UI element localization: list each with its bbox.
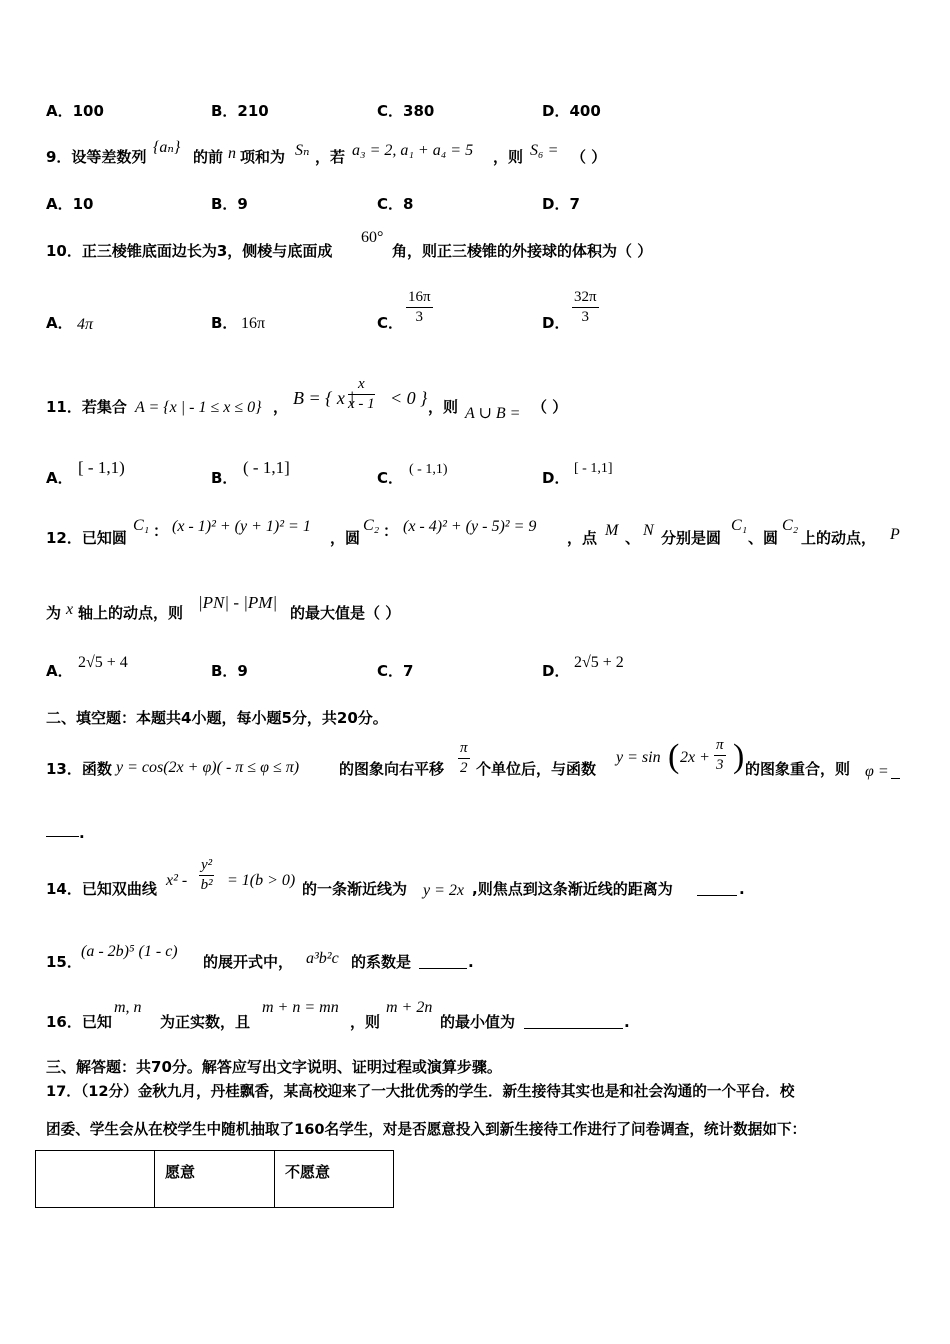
q13-end: . — [79, 824, 85, 842]
q16-text: 16．已知 — [46, 1013, 112, 1031]
q12-option-c: C．7 — [377, 662, 414, 680]
q13-sin: y = sin — [616, 749, 661, 766]
q12-text: 为 — [46, 604, 62, 622]
q9-number: 9．设等差数列 — [46, 148, 147, 166]
q9-sn: Sₙ — [295, 142, 310, 159]
q16-text: ，则 — [350, 1013, 381, 1031]
q15-term: a³b²c — [306, 950, 339, 967]
q14-fraction — [199, 857, 214, 894]
q12-text: ，点 — [567, 529, 598, 547]
fraction-denominator: b² — [200, 877, 213, 893]
q11-option-d: [ - 1,1] — [574, 461, 613, 476]
table-header-willing: 愿意 — [155, 1151, 275, 1208]
q11-paren: （ ） — [532, 398, 568, 416]
q10-label-d: D． — [542, 314, 570, 332]
q16-end: . — [624, 1013, 630, 1031]
q12-text: 的最大值是（ ） — [290, 604, 401, 622]
q13-text: 13．函数 — [46, 760, 112, 778]
q11-union: A ∪ B = — [465, 405, 521, 422]
q9-option-c: C．8 — [377, 195, 414, 213]
q17-line-1: 17．（12分）金秋九月，丹桂飘香，某高校迎来了一大批优秀的学生．新生接待其实也是和社会沟通的一个平台．校 — [46, 1083, 795, 1100]
q12-option-a: 2√5 + 4 — [78, 654, 128, 671]
table-header-unwilling: 不愿意 — [275, 1151, 394, 1208]
q9-option-a: A．10 — [46, 195, 94, 213]
answer-blank — [419, 968, 467, 969]
q16-mn: m, n — [114, 999, 142, 1016]
q14-asymptote: y = 2x — [423, 882, 464, 899]
q10-label-b: B． — [211, 314, 238, 332]
section-2-heading: 二、填空题：本题共4小题，每小题5分，共20分。 — [46, 709, 388, 727]
q9-s6: S₆ = — [530, 142, 559, 159]
q13-shift-fraction — [458, 740, 470, 777]
fraction-numerator: x — [348, 376, 375, 395]
answer-blank — [697, 895, 737, 896]
q13-function: y = cos(2x + φ)( - π ≤ φ ≤ π) — [116, 759, 300, 776]
q11-set-b-left: B = { x | — [293, 388, 355, 408]
q9-option-b: B．9 — [211, 195, 248, 213]
q12-n: N — [643, 522, 654, 539]
q9-condition: a₃ = 2, a₁ + a₄ = 5 — [352, 142, 474, 159]
q12-option-d: 2√5 + 2 — [574, 654, 624, 671]
q14-text: ,则焦点到这条渐近线的距离为 — [472, 880, 673, 898]
q11-text: ，则 — [428, 398, 459, 416]
q11-set-a: A = {x | - 1 ≤ x ≤ 0} — [135, 399, 262, 416]
q11-label-c: C． — [377, 469, 404, 487]
fraction-denominator: x - 1 — [348, 396, 375, 412]
q12-colon: ： — [383, 522, 399, 540]
q12-c2: C₂ — [782, 517, 799, 534]
q14-equation-rest: = 1(b > 0) — [227, 872, 296, 889]
q12-expression: |PN| - |PM| — [198, 593, 278, 612]
q12-label-a: A． — [46, 662, 73, 680]
q14-x2: x² - — [166, 872, 188, 889]
q11-option-b: ( - 1,1] — [243, 458, 290, 477]
fraction-numerator: 16π — [406, 289, 433, 308]
fraction-denominator: 3 — [581, 309, 590, 325]
q12-text: 12．已知圆 — [46, 529, 127, 547]
q8-option-a: A．100 — [46, 102, 104, 120]
q16-expression: m + 2n — [386, 999, 433, 1016]
q11-option-a: [ - 1,1) — [78, 458, 125, 477]
fraction-denominator: 3 — [415, 309, 424, 325]
q11-label-b: B． — [211, 469, 238, 487]
q9-text: ，则 — [493, 148, 524, 166]
q12-sep: 、 — [625, 529, 641, 547]
q10-option-a: 4π — [77, 316, 94, 333]
q12-c1: C₁ — [731, 517, 748, 534]
q13-sin-inner: 2x + — [680, 749, 710, 766]
q13-text: 的图象重合，则 — [745, 760, 851, 778]
q8-option-c: C．380 — [377, 102, 435, 120]
q9-text: 的前 — [193, 148, 224, 166]
q11-comma: ， — [273, 398, 289, 416]
fraction-numerator: 32π — [572, 289, 599, 308]
table-row — [36, 1151, 394, 1208]
answer-blank — [524, 1028, 623, 1029]
fraction-numerator: y² — [199, 857, 214, 876]
q9-text: 项和为 — [240, 148, 286, 166]
q9-sequence: {aₙ} — [153, 139, 181, 156]
q11-set-b-right: < 0 } — [390, 388, 428, 408]
survey-table — [35, 1150, 394, 1208]
q12-colon: ： — [153, 522, 169, 540]
q14-end: . — [739, 880, 745, 898]
q12-label-d: D． — [542, 662, 570, 680]
q10-option-c — [406, 289, 433, 326]
q8-option-b: B．210 — [211, 102, 269, 120]
q13-sin-fraction — [714, 737, 726, 774]
q16-condition: m + n = mn — [262, 999, 339, 1016]
q13-text: 个单位后，与函数 — [476, 760, 597, 778]
q12-circle-1-equation: (x - 1)² + (y + 1)² = 1 — [172, 518, 311, 535]
table-cell — [36, 1151, 155, 1208]
q12-c1: C₁ — [133, 517, 150, 534]
fraction-denominator: 2 — [460, 760, 468, 776]
q12-circle-2-equation: (x - 4)² + (y - 5)² = 9 — [403, 518, 537, 535]
answer-blank — [891, 778, 900, 779]
q11-option-c: ( - 1,1) — [409, 462, 448, 477]
q10-label-c: C． — [377, 314, 404, 332]
q12-x: x — [66, 601, 74, 618]
q8-option-d: D．400 — [542, 102, 601, 120]
q16-text: 的最小值为 — [440, 1013, 516, 1031]
q17-line-2: 团委、学生会从在校学生中随机抽取了160名学生，对是否愿意投入到新生接待工作进行了问卷调查，统计数据如下： — [46, 1121, 807, 1138]
q12-p: P — [890, 526, 900, 543]
q10-text: 10．正三棱锥底面边长为3，侧棱与底面成 — [46, 242, 333, 260]
q11-label-a: A． — [46, 469, 73, 487]
q12-text: 分别是圆 — [661, 529, 722, 547]
q15-text: 的系数是 — [351, 953, 412, 971]
fraction-numerator: π — [714, 737, 726, 756]
section-3-heading: 三、解答题：共70分。解答应写出文字说明、证明过程或演算步骤。 — [46, 1058, 502, 1076]
q16-text: 为正实数，且 — [160, 1013, 251, 1031]
q12-text: 、圆 — [748, 529, 779, 547]
q13-phi: φ = — [865, 763, 889, 780]
q15-expression: (a - 2b)⁵ (1 - c) — [81, 943, 178, 960]
q9-paren: （ ） — [571, 148, 607, 166]
q10-option-d — [572, 289, 599, 326]
q11-text: 11．若集合 — [46, 398, 127, 416]
fraction-numerator: π — [458, 740, 470, 759]
q12-text: 轴上的动点，则 — [78, 604, 184, 622]
q13-text: 的图象向右平移 — [339, 760, 445, 778]
q12-c2: C₂ — [363, 517, 380, 534]
q14-text: 的一条渐近线为 — [302, 880, 408, 898]
q15-number: 15． — [46, 953, 82, 971]
q12-m: M — [605, 522, 619, 539]
fraction-denominator: 3 — [716, 757, 724, 773]
q10-angle: 60° — [361, 229, 384, 246]
q10-text: 角，则正三棱锥的外接球的体积为（ ） — [392, 242, 653, 260]
q9-option-d: D．7 — [542, 195, 580, 213]
q15-text: 的展开式中， — [203, 953, 294, 971]
q11-set-b-fraction — [348, 376, 375, 413]
q14-text: 14．已知双曲线 — [46, 880, 157, 898]
q10-option-b: 16π — [241, 315, 266, 332]
answer-blank — [46, 836, 79, 837]
q12-option-b: B．9 — [211, 662, 248, 680]
q12-text: 上的动点， — [801, 529, 877, 547]
q11-label-d: D． — [542, 469, 570, 487]
q9-text: ，若 — [315, 148, 346, 166]
q9-n: n — [228, 145, 236, 162]
q10-label-a: A． — [46, 314, 73, 332]
q12-text: ，圆 — [330, 529, 361, 547]
q15-end: . — [468, 953, 474, 971]
